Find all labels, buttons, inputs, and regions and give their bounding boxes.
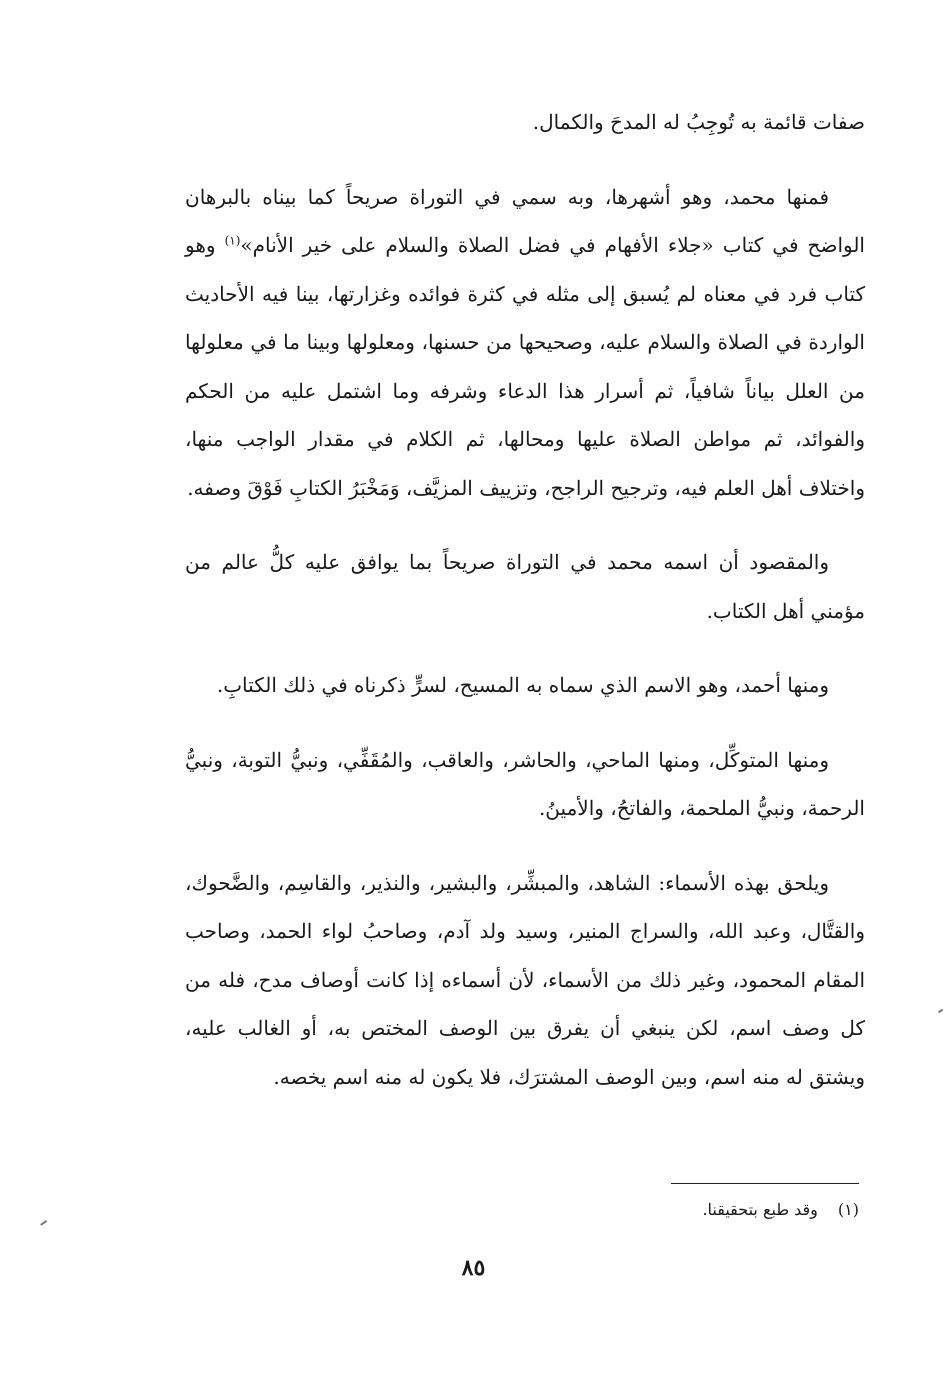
paragraph-6: ويلحق بهذه الأسماء: الشاهد، والمبشِّر، والبشير، والنذير، والقاسِم، والضَّحوك، والقتَّال، وعبد الله، والسراج المنير، وسيد ولد آدم، وصاحبُ لواء الحمد، وصاحب المقام المحمود، وغير ذلك من الأسماء، لأن أسماءه إذا كانت أوصاف مدح، فله من كل وصف اسم، لكن ينبغي أن يفرق بين الوصف المختص به، أو الغالب عليه، ويشتق له منه اسم، وبين الوصف المشترَك، فلا يكون له منه اسم يخصه. bbox=[185, 870, 865, 1089]
scan-mark-right bbox=[938, 1009, 943, 1013]
paragraph-3: والمقصود أن اسمه محمد في التوراة صريحاً بما يوافق عليه كلُّ عالم من مؤمني أهل الكتاب. bbox=[185, 550, 865, 623]
paragraph-5: ومنها المتوكِّل، ومنها الماحي، والحاشر، والعاقب، والمُقَفِّي، ونبيُّ التوبة، ونبيُّ الرحمة، ونبيُّ الملحمة، والفاتحُ، والأمينُ. bbox=[185, 747, 865, 820]
footnote bbox=[459, 1196, 859, 1224]
paragraph-2-rest: وهو كتاب فرد في معناه لم يُسبق إلى مثله في كثرة فوائده وغزارتها، بينا فيه الأحاديث الواردة في الصلاة والسلام عليه، وصحيحها من حسنها، ومعلولها وبينا ما في معلولها من العلل بياناً شافياً، ثم أسرار هذا الدعاء وشرفه وما اشتمل عليه من الحكم والفوائد، ثم مواطن الصلاة عليها ومحالها، ثم الكلام في مقدار الواجب منها، واختلاف أهل العلم فيه، وترجيح الراجح، وتزييف المزيَّف، وَمَخْبَرُ الكتابِ فَوْقَ وصفه. bbox=[185, 233, 865, 500]
footnote-number: (١) bbox=[837, 1200, 859, 1219]
paragraph-2 bbox=[185, 173, 865, 513]
footnote-separator bbox=[671, 1183, 859, 1184]
scan-mark bbox=[40, 1220, 47, 1225]
paragraph-1: صفات قائمة به تُوجِبُ له المدحَ والكمال. bbox=[532, 110, 865, 134]
paragraph-2-start: فمنها محمد، وهو أشهرها، وبه سمي في التوراة صريحاً كما بيناه بالبرهان الواضح في كتاب «جلاء الأفهام في فضل الصلاة والسلام على خير الأنام» bbox=[185, 184, 865, 257]
footnote-text: وقد طبع بتحقيقنا. bbox=[702, 1200, 818, 1219]
page-number: ٨٥ bbox=[461, 1255, 486, 1281]
paragraph-4: ومنها أحمد، وهو الاسم الذي سماه به المسيح، لسرٍّ ذكرناه في ذلك الكتابِ. bbox=[216, 673, 829, 697]
footnote-reference[interactable]: (١) bbox=[224, 233, 241, 248]
main-text bbox=[185, 98, 865, 1101]
